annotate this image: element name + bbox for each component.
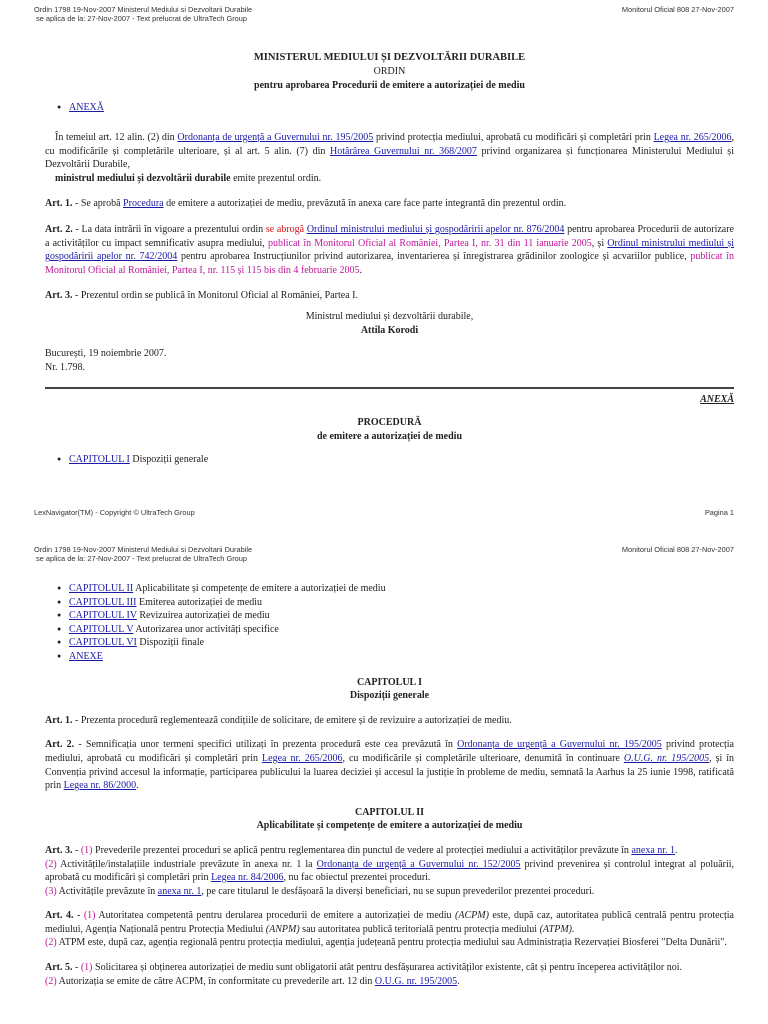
document-subtitle: ORDIN bbox=[373, 66, 406, 78]
toc-list bbox=[57, 453, 734, 467]
toc-link[interactable]: CAPITOLUL IV bbox=[69, 610, 137, 622]
link-hg-368[interactable]: Hotărârea Guvernului nr. 368/2007 bbox=[330, 145, 477, 157]
chapter-2-title: CAPITOLUL II bbox=[354, 806, 424, 818]
toc-item bbox=[57, 623, 734, 637]
paragraph-number: (2) bbox=[45, 937, 57, 949]
toc-link[interactable]: ANEXE bbox=[69, 650, 103, 662]
link-oug-195[interactable]: Ordonanța de urgență a Guvernului nr. 195/2005 bbox=[457, 739, 662, 751]
header-right: Monitorul Oficial 808 27-Nov-2007 bbox=[621, 5, 734, 14]
text: pentru aprobarea Procedurii de autorizare a activităților cu impact semnificativ asupra mediului, bbox=[45, 224, 734, 249]
text: pentru aprobarea Instrucțiunilor privind autorizarea, inventarierea și înregistrarea grădinilor zoologice și acvariilor publice, bbox=[177, 251, 691, 263]
text: . bbox=[675, 844, 678, 856]
header-right: Monitorul Oficial 808 27-Nov-2007 bbox=[621, 545, 734, 554]
toc-item bbox=[57, 609, 734, 623]
document-subject: pentru aprobarea Procedurii de emitere a autorizației de mediu bbox=[254, 79, 525, 91]
header-left-line2: se aplica de la: 27-Nov-2007 - Text prelucrat de UltraTech Group bbox=[36, 553, 248, 563]
toc-text: Dispoziții finale bbox=[136, 637, 205, 649]
footer-page-number: Pagina 1 bbox=[704, 508, 734, 517]
link-anexa-1[interactable]: anexa nr. 1 bbox=[157, 885, 202, 897]
ch2-article-4: Art. 4. - (1) Autoritatea competentă pentru derularea procedurii de emitere a autorizației de mediu (ACPM) este, după caz, autoritatea publică centrală pentru protecția mediului, Agenția Națională pentru Protecția Mediului (ANPM) sau autoritatea publică teritorială pentru protecția mediului (ATPM). (2) ATPM este, după caz, agenția regională pentru protecția mediului, agenția județeană pentru protecția mediului sau Administrația Rezervației Biosferei "Delta Dunării". bbox=[45, 910, 734, 949]
acronym: (ANPM) bbox=[265, 923, 300, 935]
ch1-article-2 bbox=[45, 738, 734, 792]
toc-text: Aplicabilitate și competențe de emitere a autorizației de mediu bbox=[133, 583, 386, 594]
text: . bbox=[359, 264, 362, 276]
paragraph-number: (1) bbox=[83, 910, 96, 922]
text: Solicitarea și obținerea autorizației de mediu sunt obligatorii atât pentru desfășurarea activităților existente, cât și pentru începerea activităților noi. bbox=[92, 962, 683, 974]
text: - Prezenta procedură reglementează condițiile de solicitare, de emitere și de revizuire a autorizației de mediu. bbox=[72, 714, 512, 726]
toc-text: Emiterea autorizației de mediu bbox=[136, 596, 262, 608]
text: ATPM este, după caz, agenția regională pentru protecția mediului, agenția județeană pentru protecția mediului sau Administrația Rezervației Biosferei "Delta Dunării". bbox=[56, 937, 727, 949]
link-legea-265[interactable]: Legea nr. 265/2006 bbox=[262, 752, 343, 764]
text: emite prezentul ordin. bbox=[230, 172, 322, 184]
chapter-1-subtitle: Dispoziții generale bbox=[349, 690, 430, 702]
page-gap bbox=[0, 530, 768, 540]
text: . bbox=[136, 780, 139, 792]
article-label: Art. 3. bbox=[45, 290, 73, 302]
article-label: Art. 5. bbox=[45, 962, 73, 974]
text: , pe care titularul le desfășoară la diverși beneficiari, nu se supun prevederilor prezentei proceduri. bbox=[201, 885, 595, 897]
article-label: Art. 2. bbox=[45, 739, 75, 751]
acronym: (ACPM) bbox=[455, 910, 489, 922]
text: este, după caz, autoritatea publică centrală pentru protecția mediului, Agenția Națională pentru Protecția Mediului bbox=[45, 910, 734, 935]
text: - Semnificația unor termeni specifici utilizați în prezenta procedură este cea prevăzută în bbox=[74, 739, 458, 751]
page1-content bbox=[45, 51, 734, 467]
toc-item bbox=[57, 582, 734, 596]
toc-item bbox=[57, 596, 734, 610]
signature-name: Attila Korodi bbox=[360, 324, 419, 336]
procedura-title: PROCEDURĂ bbox=[357, 416, 422, 428]
text: Autorizația se emite de către ACPM, în conformitate cu prevederile art. 12 din bbox=[56, 975, 375, 987]
toc-item bbox=[57, 453, 734, 467]
header-left-line1: Ordin 1798 19-Nov-2007 Ministerul Mediului si Dezvoltarii Durabile bbox=[34, 5, 253, 14]
article-label: Art. 2. bbox=[45, 224, 73, 236]
toc-link[interactable]: CAPITOLUL V bbox=[69, 623, 134, 635]
toc-text: Revizuirea autorizației de mediu bbox=[136, 610, 270, 622]
toc-link[interactable]: CAPITOLUL II bbox=[69, 583, 134, 594]
header-left-line2: se aplica de la: 27-Nov-2007 - Text prelucrat de UltraTech Group bbox=[36, 13, 248, 23]
text: de emitere a autorizației de mediu, prevăzută în anexa care face parte integrantă din prezentul ordin. bbox=[163, 198, 567, 210]
link-legea-84[interactable]: Legea nr. 84/2006 bbox=[211, 872, 284, 884]
text: - Prezentul ordin se publică în Monitorul Oficial al României, Partea I. bbox=[72, 290, 358, 302]
order-number: Nr. 1.798. bbox=[45, 361, 85, 373]
text: , cu modificările și completările ulterioare, denumită în continuare bbox=[342, 752, 624, 764]
text: - Se aprobă bbox=[72, 198, 124, 210]
text: Activitățile/instalațiile industriale prevăzute în anexa nr. 1 la bbox=[56, 858, 317, 870]
text: sau autoritatea publică teritorială pentru protecția mediului bbox=[299, 923, 540, 935]
anexa-anchor-link[interactable]: ANEXĂ bbox=[700, 394, 734, 406]
paragraph-number: (3) bbox=[45, 885, 57, 897]
divider bbox=[45, 387, 734, 389]
page-header bbox=[34, 6, 734, 24]
page2-content bbox=[45, 582, 734, 988]
toc-link[interactable]: CAPITOLUL I bbox=[69, 454, 130, 466]
document-page-2 bbox=[0, 540, 768, 1024]
anexa-heading bbox=[45, 393, 734, 407]
ch1-article-1 bbox=[45, 714, 734, 728]
toc-list bbox=[57, 582, 734, 664]
toc-text: Dispoziții generale bbox=[129, 454, 209, 466]
article-label: Art. 1. bbox=[45, 714, 73, 726]
text: privind organizarea și funcționarea Ministerului Mediului și Dezvoltării Durabile, bbox=[45, 145, 734, 171]
text: În temeiul art. 12 alin. (2) din bbox=[55, 132, 178, 144]
anexa-list bbox=[57, 101, 734, 115]
paragraph-number: (1) bbox=[80, 844, 93, 856]
text: , cu modificările și completările ulterioare, și al art. 5 alin. (7) din bbox=[45, 132, 735, 157]
link-legea-86[interactable]: Legea nr. 86/2000 bbox=[63, 780, 137, 792]
acronym: (ATPM). bbox=[539, 923, 575, 935]
text: , nu fac obiectul prezentei proceduri. bbox=[283, 872, 431, 884]
document-title: MINISTERUL MEDIULUI ȘI DEZVOLTĂRII DURABILE bbox=[253, 52, 526, 63]
paragraph-number: (1) bbox=[80, 962, 93, 974]
text: Autoritatea competentă pentru derularea procedurii de emitere a autorizației de mediu bbox=[95, 910, 456, 922]
text: Activitățile prevăzute în bbox=[56, 885, 158, 897]
bold-text: ministrul mediului și dezvoltării durabile bbox=[55, 172, 231, 184]
anexa-link[interactable]: ANEXĂ bbox=[69, 102, 104, 114]
toc-item bbox=[57, 650, 734, 664]
text: , și bbox=[591, 237, 608, 249]
article-label: Art. 1. bbox=[45, 198, 73, 210]
link-oug-195-short[interactable]: O.U.G. nr. 195/2005 bbox=[374, 975, 458, 987]
text: privind protecția mediului, aprobată cu modificări și completări prin bbox=[45, 739, 734, 764]
header-left-line1: Ordin 1798 19-Nov-2007 Ministerul Mediului si Dezvoltarii Durabile bbox=[34, 545, 253, 554]
paragraph-number: (2) bbox=[45, 858, 57, 870]
text: , și în Convenția privind accesul la informație, participarea publicului la luarea deciziei și accesul la justiție în probleme de mediu, semnată la Aarhus la 25 iunie 1998, ratificată prin bbox=[45, 752, 735, 792]
signature-role: Ministrul mediului și dezvoltării durabile, bbox=[305, 310, 474, 322]
link-oug-195-short[interactable]: O.U.G. nr. 195/2005 bbox=[623, 752, 710, 764]
text: - La data intrării în vigoare a prezentului ordin bbox=[72, 224, 266, 236]
chapter-1-title: CAPITOLUL I bbox=[356, 676, 423, 688]
link-procedura[interactable]: Procedura bbox=[123, 198, 164, 210]
text: privind protecția mediului, aprobată cu modificări și completări prin bbox=[373, 132, 654, 144]
link-oug-195[interactable]: Ordonanța de urgență a Guvernului nr. 195/2005 bbox=[177, 132, 374, 144]
toc-link[interactable]: CAPITOLUL III bbox=[69, 596, 137, 608]
article-2 bbox=[45, 223, 734, 277]
preamble bbox=[45, 131, 734, 185]
footer-copyright: LexNavigator(TM) - Copyright © UltraTech Group bbox=[34, 508, 195, 517]
link-ordin-876[interactable]: Ordinul ministrului mediului și gospodăririi apelor nr. 876/2004 bbox=[306, 224, 565, 236]
toc-item bbox=[57, 636, 734, 650]
abrogation-text: se abrogă bbox=[265, 224, 305, 236]
link-anexa-1[interactable]: anexa nr. 1 bbox=[631, 844, 676, 856]
publication-note: publicat în Monitorul Oficial al României, Partea I, nr. 115 și 115 bis din 4 februarie 2005 bbox=[45, 251, 734, 276]
paragraph-number: (2) bbox=[45, 975, 57, 987]
list-item bbox=[57, 101, 734, 115]
toc-text: Autorizarea unor activități specifice bbox=[133, 623, 279, 635]
article-1 bbox=[45, 197, 734, 211]
ch2-article-5: Art. 5. - (1) Solicitarea și obținerea autorizației de mediu sunt obligatorii atât pentru desfășurarea activităților existente, cât și pentru începerea activităților noi. (2) Autorizația se emite de către ACPM, în conformitate cu prevederile art. 12 din O.U.G. nr. 195/2005. bbox=[45, 962, 683, 987]
link-oug-152[interactable]: Ordonanța de urgență a Guvernului nr. 152/2005 bbox=[316, 858, 521, 870]
place-date: București, 19 noiembrie 2007. bbox=[45, 348, 167, 360]
page-footer bbox=[34, 508, 734, 518]
text: Prevederile prezentei proceduri se aplică pentru reglementarea din punctul de vedere al protecției mediului a activităților prevăzute în bbox=[92, 844, 632, 856]
ch2-article-3: Art. 3. - (1) Prevederile prezentei proceduri se aplică pentru reglementarea din punctul de vedere al protecției mediului a activităților prevăzute în anexa nr. 1. (2) Activitățile/instalațiile industriale prevăzute în anexa nr. 1 la Ordonanța de urgență a Guvernului nr. 152/2005 privind prevenirea și controlul integrat al poluării, aprobată cu modificări și completări prin Legea nr. 84/2006, nu fac obiectul prezentei proceduri. (3) Activitățile prevăzute în anexa nr. 1, pe care titularul le desfășoară la diverși beneficiari, nu se supun prevederilor prezentei proceduri. bbox=[45, 844, 735, 897]
link-ordin-742[interactable]: Ordinul ministrului mediului și gospodăririi apelor nr. 742/2004 bbox=[45, 237, 735, 263]
article-label: Art. 3. bbox=[45, 844, 73, 856]
link-legea-265[interactable]: Legea nr. 265/2006 bbox=[653, 132, 732, 144]
article-label: Art. 4. bbox=[45, 910, 74, 922]
text: privind prevenirea și controlul integrat al poluării, aprobată cu modificări și completări prin bbox=[45, 858, 735, 884]
text: . bbox=[457, 975, 460, 987]
chapter-2-subtitle: Aplicabilitate și competențe de emitere a autorizației de mediu bbox=[256, 820, 523, 832]
procedura-subtitle: de emitere a autorizației de mediu bbox=[316, 430, 463, 442]
publication-note: publicat în Monitorul Oficial al României, Partea I, nr. 31 din 11 ianuarie 2005 bbox=[267, 237, 592, 249]
article-3 bbox=[45, 289, 734, 303]
page-header bbox=[34, 546, 734, 564]
toc-link[interactable]: CAPITOLUL VI bbox=[69, 637, 137, 649]
